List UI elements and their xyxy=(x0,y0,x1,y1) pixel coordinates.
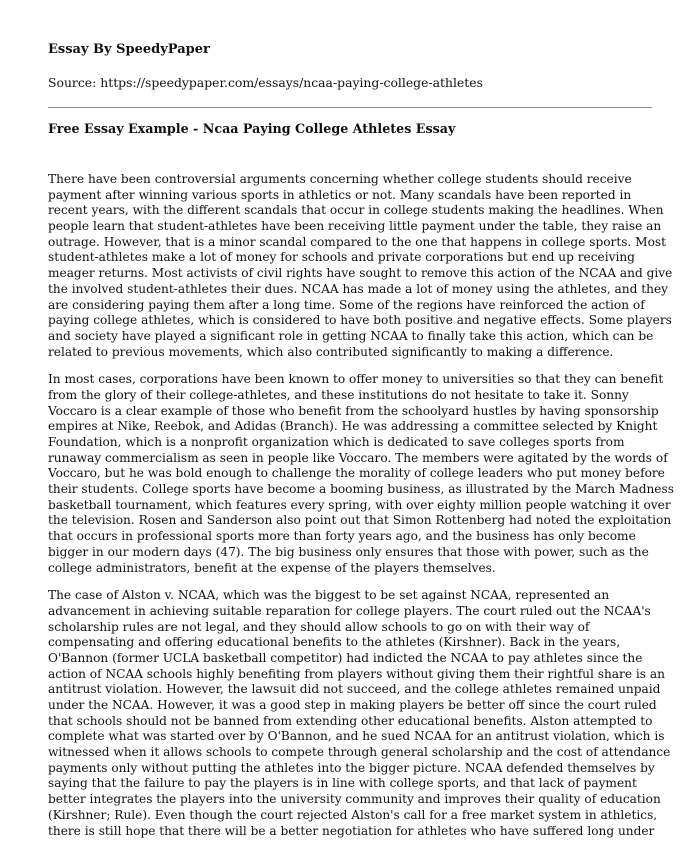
text-line: Voccaro, but he was bold enough to challenge the morality of college leaders who put money before xyxy=(48,466,665,481)
essay-body xyxy=(48,172,674,851)
paragraph-2 xyxy=(48,372,674,576)
horizontal-divider xyxy=(48,107,652,108)
text-line: O'Bannon (former UCLA basketball competitor) had indicted the NCAA to pay athletes since the xyxy=(48,650,643,665)
text-line: their students. College sports have become a booming business, as illustrated by the March Madness xyxy=(48,482,674,497)
text-line: There have been controversial arguments concerning whether college students should receive xyxy=(48,172,632,186)
text-line: better integrates the players into the university community and improves their quality of education xyxy=(48,792,661,807)
text-line: The case of Alston v. NCAA, which was the biggest to be set against NCAA, represented an xyxy=(48,588,610,603)
text-line: advancement in achieving suitable reparation for college players. The court ruled out the NCAA's xyxy=(48,603,651,618)
document-header-title: Essay By SpeedyPaper xyxy=(48,42,210,57)
text-line: paying college athletes, which is considered to have both positive and negative effects. Some players xyxy=(48,313,672,328)
essay-title: Free Essay Example - Ncaa Paying College Athletes Essay xyxy=(48,121,456,136)
text-line: that schools should not be banned from extending other educational benefits. Alston attempted to xyxy=(48,713,653,728)
text-line: (Kirshner; Rule). Even though the court rejected Alston's call for a free market system in athletics, xyxy=(48,807,658,822)
source-line: Source: https://speedypaper.com/essays/ncaa-paying-college-athletes xyxy=(48,75,483,90)
text-line: runaway commercialism as seen in people like Voccaro. The members were agitated by the words of xyxy=(48,450,668,465)
text-line: complete what was started over by O'Bannon, and he sued NCAA for an antitrust violation, which is xyxy=(48,729,665,744)
text-line: related to previous movements, which also contributed significantly to making a difference. xyxy=(48,344,614,359)
text-line: scholarship rules are not legal, and they should allow schools to go on with their way of xyxy=(48,619,590,634)
text-line: under the NCAA. However, it was a good step in making players be better off since the court ruled xyxy=(48,698,657,712)
text-line: basketball tournament, which features every spring, with over eighty million people watching it over xyxy=(48,497,671,512)
text-line: bigger in our modern days (47). The big business only ensures that those with power, such as the xyxy=(48,544,649,559)
text-line: that occurs in professional sports more than forty years ago, and the business has only become xyxy=(48,529,636,544)
text-line: meager returns. Most activists of civil rights have sought to remove this action of the NCAA and give xyxy=(48,266,673,281)
text-line: payment after winning various sports in athletics or not. Many scandals have been reported in xyxy=(48,187,632,202)
text-line: witnessed when it allows schools to compete through general scholarship and the cost of attendance xyxy=(48,745,671,760)
text-line: payments only without putting the athletes into the bigger picture. NCAA defended themselves by xyxy=(48,760,655,775)
paragraph-3 xyxy=(48,588,671,839)
text-line: are considering paying them after a long time. Some of the regions have reinforced the action of xyxy=(48,297,645,312)
text-line: compensating and offering educational benefits to the athletes (Kirshner). Back in the years, xyxy=(48,635,621,650)
text-line: saying that the failure to pay the players is in line with college sports, and that lack of payment xyxy=(48,776,637,791)
text-line: student-athletes make a lot of money for schools and private corporations but end up receiving xyxy=(48,250,635,265)
text-line: action of NCAA schools highly benefiting from players without giving them their rightful share is an xyxy=(48,666,665,681)
text-line: there is still hope that there will be a better negotiation for athletes who have suffered long under xyxy=(48,823,655,838)
text-line: the involved student-athletes their dues. NCAA has made a lot of money using the athletes, and they xyxy=(48,281,668,296)
text-line: Foundation, which is a nonprofit organization which is dedicated to save colleges sports from xyxy=(48,435,625,449)
text-line: recent years, with the different scandals that occur in college students making the headlines. When xyxy=(48,203,664,218)
text-line: the television. Rosen and Sanderson also point out that Simon Rottenberg had noted the exploitation xyxy=(48,513,672,528)
text-line: antitrust violation. However, the lawsuit did not succeed, and the college athletes remained unpaid xyxy=(48,682,661,697)
text-line: and society have played a significant role in getting NCAA to finally take this action, which can be xyxy=(48,328,654,343)
text-line: from the glory of their college-athletes, and these institutions do not hesitate to take it. Sonny xyxy=(48,387,629,402)
text-line: people learn that student-athletes have been receiving little payment under the table, they raise an xyxy=(48,219,662,234)
paragraph-1 xyxy=(48,172,673,360)
text-line: college administrators, benefit at the expense of the players themselves. xyxy=(48,560,496,575)
text-line: In most cases, corporations have been known to offer money to universities so that they can benefit xyxy=(48,372,664,387)
text-line: outrage. However, that is a minor scandal compared to the one that happens in college sports. Most xyxy=(48,234,667,249)
text-line: Voccaro is a clear example of those who benefit from the schoolyard hustles by having sponsorship xyxy=(48,403,659,418)
text-line: empires at Nike, Reebok, and Adidas (Branch). He was addressing a committee selected by Knight xyxy=(48,419,658,434)
